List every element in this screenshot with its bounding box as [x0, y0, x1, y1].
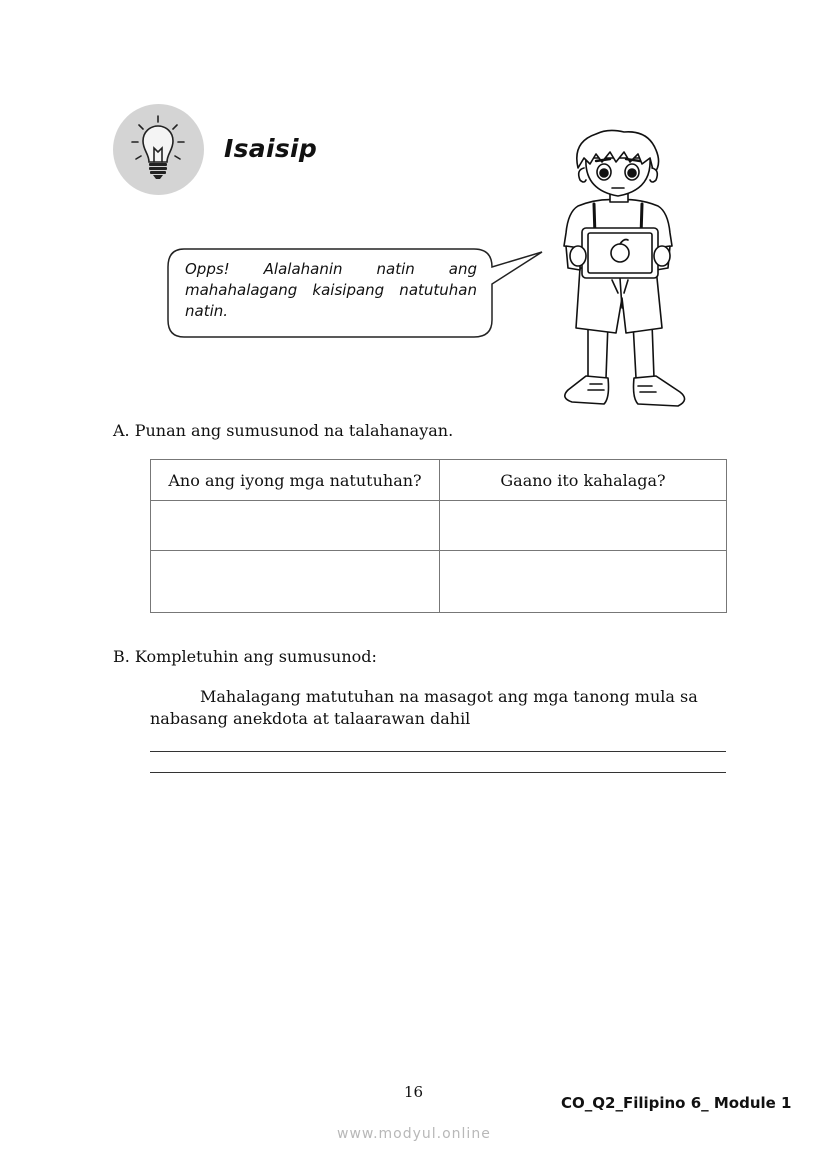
completion-prompt: Mahalagang matutuhan na masagot ang mga tanong mula sa nabasang anekdota at talaarawan dahil [150, 687, 698, 728]
speech-bubble-text: Opps! Alalahanin natin ang mahahalagang kaisipang natutuhan natin. [185, 260, 477, 320]
table-cell-answer[interactable] [151, 551, 440, 613]
lightbulb-icon-badge [113, 104, 204, 195]
table-cell-answer[interactable] [151, 501, 440, 551]
page-number: 16 [404, 1083, 424, 1101]
section-a-instruction: A. Punan ang sumusunod na talahanayan. [113, 421, 454, 440]
section-title: Isaisip [224, 134, 318, 163]
answer-line[interactable] [150, 772, 726, 773]
lightbulb-icon [113, 104, 204, 195]
module-identifier: CO_Q2_Filipino 6_ Module 1 [561, 1094, 792, 1112]
table-header-importance: Gaano ito kahalaga? [440, 460, 727, 501]
reflection-table [150, 459, 727, 613]
table-cell-answer[interactable] [440, 551, 727, 613]
section-b-instruction: B. Kompletuhin ang sumusunod: [113, 647, 377, 666]
table-row [151, 501, 727, 551]
watermark: www.modyul.online [337, 1126, 491, 1142]
table-row [151, 551, 727, 613]
table-cell-answer[interactable] [440, 501, 727, 551]
boy-holding-tablet-illustration [538, 128, 698, 418]
table-header-learnings: Ano ang iyong mga natutuhan? [151, 460, 440, 501]
answer-line[interactable] [150, 751, 726, 752]
